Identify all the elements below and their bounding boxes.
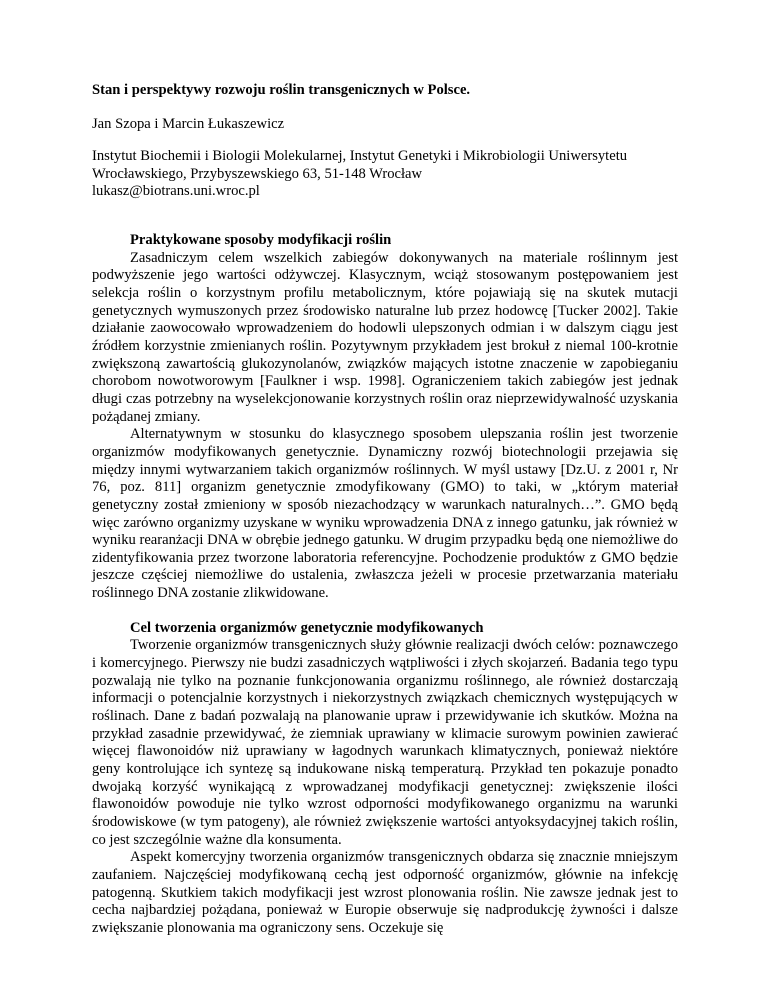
body-paragraph: Alternatywnym w stosunku do klasycznego sposobem ulepszania roślin jest tworzenie organizmów modyfikowanych genetycznie. Dynamiczny rozwój biotechnologii przejawia się między innymi wytwarzaniem takich organizmów roślinnych. W myśl ustawy [Dz.U. z 2001 r, Nr 76, poz. 811] organizm genetycznie zmodyfikowany (GMO) to taki, w „którym materiał genetyczny został zmieniony w sposób niezachodzący w warunkach naturalnych…”. GMO będą więc zarówno organizmy uzyskane w wyniku wprowadzenia DNA z innego gatunku, jak również w wyniku rearanżacji DNA w obrębie jednego gatunku. W drugim przypadku będą one niemożliwe do zidentyfikowania przez tworzone laboratoria referencyjne. Pochodzenie produktów z GMO będzie jeszcze częściej niemożliwe do ustalenia, zwłaszcza jeżeli w procesie przetwarzania materiału roślinnego DNA zostanie zlikwidowane. xyxy=(92,426,678,602)
affiliation-institute-line: Instytut Biochemii i Biologii Molekularnej, Instytut Genetyki i Mikrobiologii Uniwersytetu xyxy=(92,148,628,164)
section-modification-methods xyxy=(92,232,678,603)
document-body xyxy=(92,232,678,938)
section-gmo-purpose xyxy=(92,620,678,938)
contact-email: lukasz@biotrans.uni.wroc.pl xyxy=(92,183,260,199)
affiliation-address-line: Wrocławskiego, Przybyszewskiego 63, 51-148 Wrocław xyxy=(92,165,423,182)
section-heading: Cel tworzenia organizmów genetycznie modyfikowanych xyxy=(130,619,484,636)
body-paragraph: Aspekt komercyjny tworzenia organizmów transgenicznych obdarza się znacznie mniejszym zaufaniem. Najczęściej modyfikowaną cechą jest odporność organizmów, głównie na infekcję patogenną. Skutkiem takich modyfikacji jest wzrost plonowania roślin. Nie zawsze jednak jest to cecha najbardziej pożądana, ponieważ w Europie obserwuje się nadprodukcję żywności i dalsze zwiększanie plonowania ma ograniczony sens. Oczekuje się xyxy=(92,849,678,936)
section-heading: Praktykowane sposoby modyfikacji roślin xyxy=(130,232,392,248)
body-paragraph: Zasadniczym celem wszelkich zabiegów dokonywanych na materiale roślinnym jest podwyższenie jego wartości odżywczej. Klasycznym, wciąż stosowanym postępowaniem jest selekcja roślin o korzystnym profilu metabolicznym, które pojawiają się na skutek mutacji genetycznych wymuszonych przez środowisko naturalne lub przez hodowcę [Tucker 2002]. Takie działanie zaowocowało wprowadzeniem do hodowli ulepszonych odmian i w dalszym ciągu jest źródłem korzystnie zmienianych roślin. Pozytywnym przykładem jest brokuł z niemal 100-krotnie zwiększoną zawartością glukozynolanów, związków mających istotne znaczenie w zapobieganiu chorobom nowotworowym [Faulkner i wsp. 1998]. Ograniczeniem takich zabiegów jest jednak długi czas potrzebny na wyselekcjonowanie korzystnych roślin oraz nieprzewidywalność uzyskania pożądanej zmiany. xyxy=(92,249,678,425)
document-title: Stan i perspektywy rozwoju roślin transgenicznych w Polsce. xyxy=(92,82,471,98)
document-authors: Jan Szopa i Marcin Łukaszewicz xyxy=(92,116,285,132)
author-affiliation xyxy=(92,148,627,201)
body-paragraph: Tworzenie organizmów transgenicznych służy głównie realizacji dwóch celów: poznawczego i komercyjnego. Pierwszy nie budzi zasadniczych wątpliwości i złych skojarzeń. Badania tego typu pozwalają nie tylko na poznanie funkcjonowania organizmu roślinnego, ale również dostarczają informacji o potencjalnie korzystnych i niekorzystnych związkach chemicznych występujących w roślinach. Dane z badań pozwalają na planowanie upraw i przewidywanie ich skutków. Można na przykład zasadnie przewidywać, że ziemniak uprawiany w klimacie surowym powinien zawierać więcej flawonoidów niż uprawiany w łagodnych warunkach klimatycznych, ponieważ niektóre geny kontrolujące ich syntezę są indukowane niską temperaturą. Przykład ten pokazuje ponadto dwojaką korzyść wynikającą z wprowadzanej modyfikacji genetycznej: zwiększenie ilości flawonoidów powoduje nie tylko wzrost odporności modyfikowanego organizmu na warunki środowiskowe (w tym patogeny), ale również zwiększenie wartości antyoksydacyjnej takich roślin, co jest szczególnie ważne dla konsumenta. xyxy=(92,637,678,848)
